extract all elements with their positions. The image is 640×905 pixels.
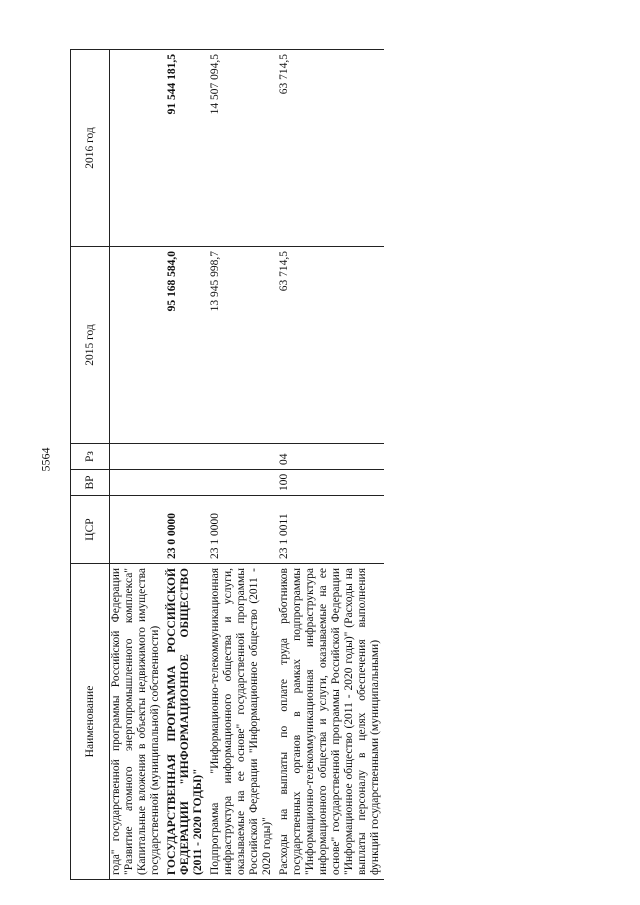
row-2016: 91 544 181,5 (164, 50, 207, 247)
row-vr (207, 470, 276, 496)
row-vr: 100 (276, 470, 384, 496)
column-header-vr: ВР (71, 470, 110, 496)
row-name: ГОСУДАРСТВЕННАЯ ПРОГРАММА РОССИЙСКОЙ ФЕДЕРАЦИИ "ИНФОРМАЦИОННОЕ ОБЩЕСТВО (2011 - 2020 ГОДЫ)" (164, 564, 207, 880)
budget-table-sheet (70, 50, 600, 880)
column-header-2015: 2015 год (71, 247, 110, 444)
row-name: года" государственной программы Российской Федерации "Развитие атомного энергопромышленного комплекса" (Капитальные вложения в объекты недвижимого имущества государственной (муниципальной) собственности) (110, 564, 165, 880)
row-csr (110, 496, 165, 564)
row-2016: 14 507 094,5 (207, 50, 276, 247)
column-header-rz: Рз (71, 444, 110, 470)
table-row (164, 50, 207, 880)
page-number: 5564 (38, 447, 53, 472)
row-2015: 95 168 584,0 (164, 247, 207, 444)
table-row (207, 50, 276, 880)
column-header-name: Наименование (71, 564, 110, 880)
row-rz (207, 444, 276, 470)
row-csr: 23 1 0011 (276, 496, 384, 564)
row-vr (110, 470, 165, 496)
column-header-csr: ЦСР (71, 496, 110, 564)
table-row (276, 50, 384, 880)
row-rz (164, 444, 207, 470)
row-name: Подпрограмма "Информационно-телекоммуникационная инфраструктура информационного общества и услуги, оказываемые на ее основе" государственной программы Российской Федерации "Информационное общество (2011 - 2020 годы)" (207, 564, 276, 880)
row-rz: 04 (276, 444, 384, 470)
column-header-2016: 2016 год (71, 50, 110, 247)
row-2016: 63 714,5 (276, 50, 384, 247)
row-2016 (110, 50, 165, 247)
row-name: Расходы на выплаты по оплате труда работников государственных органов в рамках подпрограммы "Информационно-телекоммуникационная инфраструктура информационного общества и услуги, оказываемые на ее основе" государственной программы Российской Федерации "Информационное общество (2011 - 2020 годы)" (Расходы на выплаты персоналу в целях обеспечения выполнения функций государственными (муниципальными) (276, 564, 384, 880)
row-2015: 13 945 998,7 (207, 247, 276, 444)
row-2015 (110, 247, 165, 444)
row-csr: 23 1 0000 (207, 496, 276, 564)
row-2015: 63 714,5 (276, 247, 384, 444)
budget-table (70, 49, 384, 880)
table-header-row (71, 50, 110, 880)
row-vr (164, 470, 207, 496)
row-rz (110, 444, 165, 470)
row-csr: 23 0 0000 (164, 496, 207, 564)
table-row (110, 50, 165, 880)
